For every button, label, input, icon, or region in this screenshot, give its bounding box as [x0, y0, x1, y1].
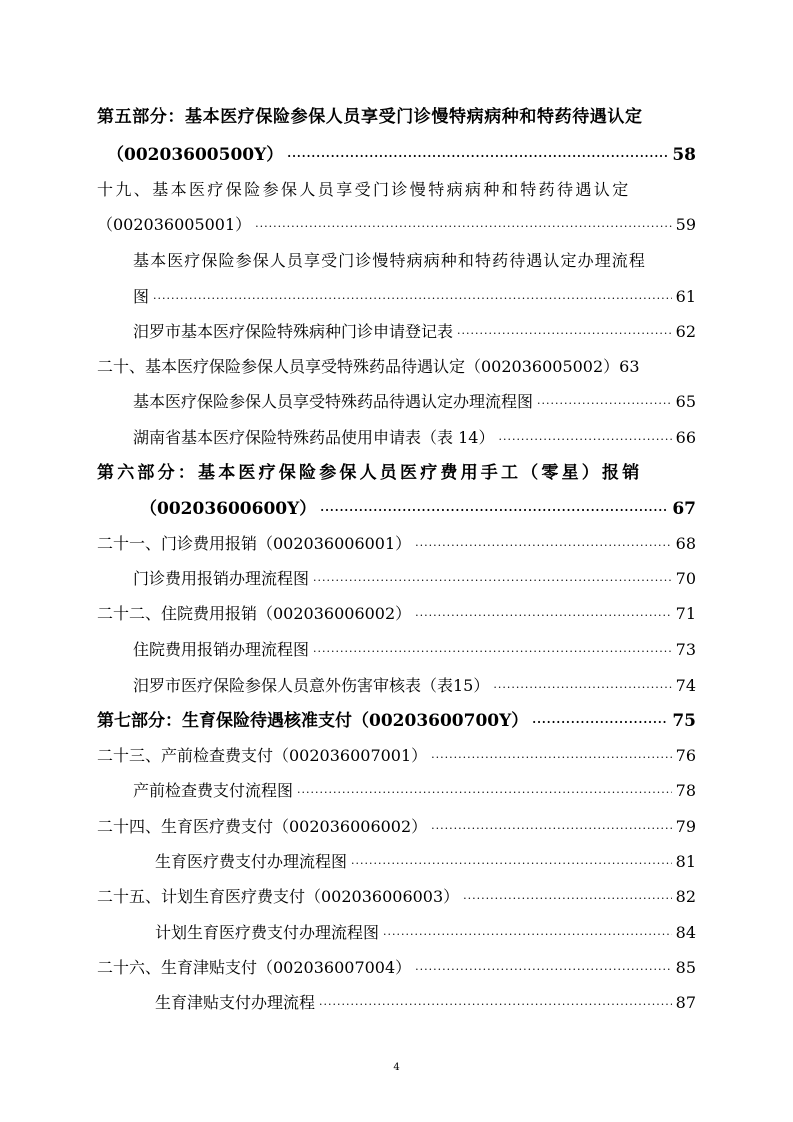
toc-sub-entry[interactable] — [133, 639, 696, 663]
toc-page-number: 75 — [672, 711, 696, 731]
toc-entry-text: 二十一、门诊费用报销（002036006001） — [97, 534, 412, 553]
toc-sub-entry[interactable] — [133, 391, 696, 415]
toc-page-number: 61 — [675, 287, 696, 306]
leader-dots — [415, 959, 671, 981]
leader-dots — [287, 146, 668, 168]
toc-page-number: 58 — [672, 145, 696, 165]
toc-page-number: 76 — [675, 746, 696, 765]
toc-entry-text: 生育医疗费支付办理流程图 — [155, 852, 348, 871]
toc-entry-text: （002036005001） — [97, 215, 252, 234]
toc-part-heading[interactable] — [97, 106, 696, 128]
toc-sub-entry[interactable] — [155, 851, 696, 875]
toc-page-number: 71 — [675, 604, 696, 623]
leader-dots — [498, 429, 671, 451]
toc-entry-text: 基本医疗保险参保人员享受特殊药品待遇认定办理流程图 — [133, 392, 534, 411]
leader-dots — [313, 641, 672, 663]
toc-part-heading[interactable] — [97, 710, 696, 734]
toc-page-number: 78 — [675, 781, 696, 800]
toc-page-number: 85 — [675, 958, 696, 977]
toc-page-number: 84 — [675, 923, 696, 942]
page-number: 4 — [393, 1062, 400, 1073]
leader-dots — [431, 818, 671, 840]
toc-page-number: 87 — [675, 993, 696, 1012]
toc-entry-text: 汨罗市基本医疗保险特殊病种门诊申请登记表 — [133, 322, 454, 341]
toc-entry-text: 计划生育医疗费支付办理流程图 — [155, 923, 380, 942]
toc-sub-entry[interactable] — [155, 922, 696, 946]
toc-entry-text: 二十、基本医疗保险参保人员享受特殊药品待遇认定（002036005002） — [97, 357, 620, 376]
toc-sub-entry[interactable] — [155, 992, 696, 1016]
toc-entry-text: 湖南省基本医疗保险特殊药品使用申请表（表 14） — [133, 428, 495, 447]
leader-dots — [415, 535, 671, 557]
toc-sub-entry[interactable] — [133, 568, 696, 592]
toc-page-number: 82 — [675, 887, 696, 906]
toc-entry-text: 第六部分：基本医疗保险参保人员医疗费用手工（零星）报销 — [97, 463, 643, 483]
toc-entry-text: 汨罗市医疗保险参保人员意外伤害审核表（表15） — [133, 676, 490, 695]
toc-entry-text: 产前检查费支付流程图 — [133, 781, 294, 800]
toc-page-number: 62 — [675, 322, 696, 341]
leader-dots — [537, 393, 672, 415]
toc-chapter-entry[interactable] — [97, 886, 696, 910]
toc-entry-text: 二十四、生育医疗费支付（002036006002） — [97, 817, 428, 836]
toc-chapter-entry[interactable] — [97, 533, 696, 557]
leader-dots — [415, 605, 671, 627]
leader-dots — [351, 853, 672, 875]
toc-page-number: 79 — [675, 817, 696, 836]
toc-entry-text: 生育津贴支付办理流程 — [155, 993, 316, 1012]
leader-dots — [431, 747, 671, 769]
leader-dots — [493, 677, 671, 699]
toc-sub-entry[interactable] — [133, 427, 696, 451]
toc-page-number: 74 — [675, 676, 696, 695]
toc-page-number: 68 — [675, 534, 696, 553]
leader-dots — [313, 570, 672, 592]
leader-dots — [297, 782, 672, 804]
toc-page-number: 81 — [675, 852, 696, 871]
toc-entry-text: 第七部分：生育保险待遇核准支付（00203600700Y） — [97, 711, 529, 731]
toc-entry-text: 基本医疗保险参保人员享受门诊慢特病病种和特药待遇认定办理流程 — [133, 251, 647, 270]
toc-chapter-entry[interactable] — [97, 745, 696, 769]
leader-dots — [319, 994, 672, 1016]
toc-entry-text: 二十五、计划生育医疗费支付（002036006003） — [97, 887, 460, 906]
toc-page-number: 73 — [675, 640, 696, 659]
leader-dots — [463, 888, 671, 910]
leader-dots — [383, 924, 672, 946]
toc-entry-text: 十九、基本医疗保险参保人员享受门诊慢特病病种和特药待遇认定 — [97, 180, 631, 199]
toc-page-number: 65 — [675, 392, 696, 411]
toc-sub-entry[interactable] — [133, 321, 696, 345]
toc-entry-text: 二十六、生育津贴支付（002036007004） — [97, 958, 412, 977]
toc-entry-text: 门诊费用报销办理流程图 — [133, 569, 310, 588]
toc-page-number: 59 — [675, 215, 696, 234]
toc-chapter-entry[interactable] — [97, 179, 696, 201]
toc-chapter-entry-continued[interactable] — [97, 214, 696, 238]
leader-dots — [320, 500, 668, 522]
toc-entry-text: 第五部分：基本医疗保险参保人员享受门诊慢特病病种和特药待遇认定 — [97, 107, 643, 127]
toc-entry-text: 住院费用报销办理流程图 — [133, 640, 310, 659]
toc-page-number: 67 — [672, 499, 696, 519]
toc-chapter-entry[interactable] — [97, 603, 696, 627]
leader-dots — [255, 216, 671, 238]
toc-chapter-entry[interactable] — [97, 957, 696, 981]
toc-part-heading[interactable] — [97, 462, 696, 484]
toc-entry-text: 二十二、住院费用报销（002036006002） — [97, 604, 412, 623]
toc-sub-entry[interactable] — [133, 675, 696, 699]
leader-dots — [532, 712, 668, 734]
toc-part-heading-continued[interactable] — [107, 144, 696, 168]
toc-entry-text: 二十三、产前检查费支付（002036007001） — [97, 746, 428, 765]
toc-page-number: 66 — [675, 428, 696, 447]
toc-page-number: 70 — [675, 569, 696, 588]
toc-entry-text: 图 — [133, 287, 150, 306]
toc-entry-text: （00203600600Y） — [140, 499, 317, 519]
toc-chapter-entry[interactable] — [97, 816, 696, 840]
toc-sub-entry[interactable] — [133, 780, 696, 804]
toc-page-number: 63 — [619, 357, 640, 376]
toc-sub-entry[interactable] — [133, 250, 696, 272]
leader-dots — [153, 288, 672, 310]
toc-entry-text: （00203600500Y） — [107, 145, 284, 165]
toc-sub-entry-continued[interactable] — [133, 286, 696, 310]
toc-part-heading-continued[interactable] — [140, 498, 696, 522]
toc-chapter-entry[interactable] — [97, 356, 696, 378]
leader-dots — [457, 323, 672, 345]
